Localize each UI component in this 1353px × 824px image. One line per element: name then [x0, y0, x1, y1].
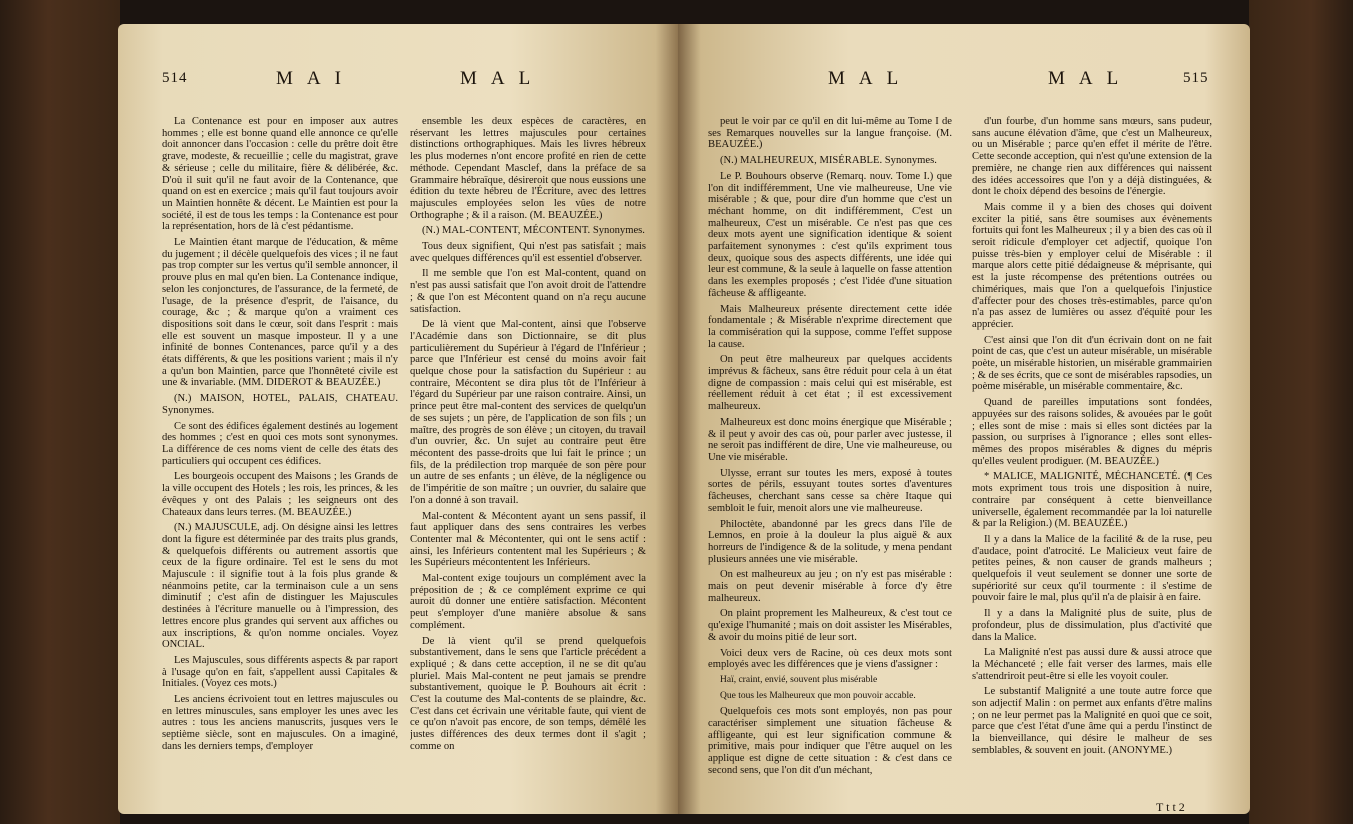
- paragraph: Ulysse, errant sur toutes les mers, exposé à toutes sortes de périls, essuyant toutes sortes d'aventures fâcheuses, cherchant sans cesse sa chère Itaque qui sembloit le fuir, menoit alors une vie malheureuse.: [708, 467, 952, 514]
- left-running-head-left: MAI: [276, 68, 355, 89]
- paragraph: Il me semble que l'on est Mal-content, quand on n'est pas aussi satisfait que l'on avoit droit de l'attendre ; & que l'on est Mécontent quand on n'a reçu aucune satisfaction.: [410, 268, 646, 315]
- paragraph: Quelquefois ces mots sont employés, non pas pour caractériser simplement une situation fâcheuse & affligeante, qui est leur signification commune & primitive, mais pour indiquer que l'être auquel on les applique est digne de cette situation : & c'est dans ce second sens, que l'on dit d'un méchant,: [708, 706, 952, 776]
- paragraph: Il y a dans la Malice de la facilité & de la ruse, peu d'audace, point d'atrocité. Le Malicieux veut faire de petites peines, & non causer de grands malheurs ; quelquefois il veut seulement se donner une sorte de supériorité sur ceux qu'il tourmente : il s'estime de pouvoir faire le mal, plus qu'il n'a de plaisir à en faire.: [972, 533, 1212, 604]
- paragraph: d'un fourbe, d'un homme sans mœurs, sans pudeur, sans aucune élévation d'âme, que c'est un Malheureux, ou un Misérable ; parce qu'en effet il mérite de l'être. Cette seconde acception, qui n'est qu'une extension de la première, ne change rien aux différences qui naissent des idées accessoires que l'on y a déjà distinguées, & dont le choix dépend des besoins de l'énergie.: [972, 116, 1212, 198]
- right-running-head-right: MAL: [1048, 68, 1133, 89]
- right-column-2: [972, 116, 1212, 796]
- paragraph: Mais Malheureux présente directement cette idée fondamentale ; & Misérable n'exprime directement que la commisération qui la suppose, comme l'effet suppose la cause.: [708, 303, 952, 350]
- right-page: [678, 24, 1250, 814]
- right-running-head-left: MAL: [828, 68, 913, 89]
- paragraph: Malheureux est donc moins énergique que Misérable ; & il peut y avoir des cas où, pour parler avec justesse, il ne seroit pas indifférent de dire, Une vie malheureuse, ou Une vie misérable.: [708, 416, 952, 463]
- paragraph: Les anciens écrivoient tout en lettres majuscules ou en lettres minuscules, sans employer les unes avec les autres : tous les anciens manuscrits, jusques vers le septième siècle, sont en majuscules. On a imaginé, dans les derniers temps, d'employer: [162, 694, 398, 752]
- paragraph: Le P. Bouhours observe (Remarq. nouv. Tome I.) que l'on dit indifféremment, Une vie malheureuse, Une vie misérable ; & que, pour dire d'un homme que c'est un méchant homme, on dit indifféremment, C'est un malheureux, C'est un misérable. Ce n'est pas que ces deux mots ayent une signification identique & soient parfaitement synonymes : c'est qu'ils expriment tous deux, quoique sous des aspects différents, une idée qui leur est commune, & la seule à laquelle on fasse attention dans les exemples proposés ; c'est l'idée d'une situation fâcheuse & affligeante.: [708, 170, 952, 299]
- right-column-1: [708, 116, 952, 806]
- paragraph: De là vient qu'il se prend quelquefois substantivement, dans le sens que l'article précédent a expliqué ; & dans cette acception, il ne se dit qu'au pluriel. Mais Mal-content ne peut jamais se prendre substantivement, quoique le P. Bouhours ait écrit : C'est la coutume des Mal-contents de se plaindre, &c. C'est dans cet écrivain une véritable faute, qui vient de ce qu'on n'avoit pas encore, de son temps, démêlé les justes différences des deux termes dont il s'agit ; comme on: [410, 635, 646, 752]
- right-page-number: 515: [1183, 70, 1209, 86]
- paragraph: Tous deux signifient, Qui n'est pas satisfait ; mais avec quelques différences qu'il est essentiel d'observer.: [410, 241, 646, 264]
- paragraph: De là vient que Mal-content, ainsi que l'observe l'Académie dans son Dictionnaire, se dit plus particulièrement du Supérieur à l'égard de l'Inférieur ; parce que l'Inférieur est censé du moins avoir fait quelque chose pour la satisfaction du Supérieur : au contraire, Mécontent se dira plus tôt de l'Inférieur à l'égard du Supérieur par une raison contraire. Ainsi, un prince peut être mal-content des services de quelqu'un de ses sujets ; un père, de l'application de son fils ; un maître, des progrès de son élève ; un citoyen, du travail d'un ouvrier, &c. Un sujet au contraire peut être mécontent des passe-droits que lui fait le prince ; un fils, de la prédilection trop marquée de son père pour un autre de ses enfants ; un élève, de la négligence ou de l'impéritie de son maître ; un ouvrier, du salaire que l'on a donné à son travail.: [410, 319, 646, 506]
- paragraph: ensemble les deux espèces de caractères, en réservant les lettres majuscules pour certaines distinctions orthographiques. Mais les livres hébreux les plus modernes n'ont encore profité en rien de cette méthode. Cependant Masclef, dans la préface de sa Grammaire hébraïque, désireroit que nous eussions une édition du texte hébreu de l'Écriture, avec des lettres majuscules employées selon les vûes de notre Orthographe ; & il a raison. (M. BEAUZÉE.): [410, 116, 646, 221]
- left-page-number: 514: [162, 70, 188, 86]
- paragraph: La Malignité n'est pas aussi dure & aussi atroce que la Méchanceté ; elle fait verser des larmes, mais elle s'attendriroit peut-être si elle les voyoit couler.: [972, 647, 1212, 682]
- paragraph: * MALICE, MALIGNITÉ, MÉCHANCETÉ. (¶ Ces mots expriment tous trois une disposition à nuire, contraire par conséquent à cette bienveillance universelle, également recommandée par la loi naturelle & par la Religion.) (M. BEAUZÉE.): [972, 471, 1212, 530]
- paragraph: Les bourgeois occupent des Maisons ; les Grands de la ville occupent des Hotels ; les rois, les princes, & les évêques y ont des Palais ; les seigneurs ont des Chateaux dans leurs terres. (M. BEAUZÉE.): [162, 471, 398, 518]
- paragraph: Mal-content & Mécontent ayant un sens passif, il faut appliquer dans des sens contraires les verbes Contenter mal & Mécontenter, qui ont le sens actif : ainsi, les Inférieurs contentent mal les Supérieurs ; & les Supérieurs mécontentent les Inférieurs.: [410, 510, 646, 569]
- paragraph: Mal-content exige toujours un complément avec la préposition de ; & ce complément exprime ce qui auroit dû donner une entière satisfaction. Mécontent peut s'employer d'une manière absolue & sans complément.: [410, 573, 646, 631]
- left-page: [118, 24, 678, 814]
- paragraph: Les Majuscules, sous différents aspects & par raport à l'usage qu'on en fait, s'appellent aussi Capitales & Initiales. (Voyez ces mots.): [162, 654, 398, 690]
- paragraph: Haï, craint, envié, souvent plus misérable: [720, 674, 878, 685]
- left-column-1: [162, 116, 398, 806]
- paragraph: (N.) MALHEUREUX, MISÉRABLE. Synonymes.: [720, 155, 937, 167]
- paragraph: La Contenance est pour en imposer aux autres hommes ; elle est bonne quand elle annonce ce qu'elle doit annoncer dans l'occasion : celle du prêtre doit être grave, modeste, & recueillie ; celle du magistrat, grave & sérieuse ; celle du militaire, fière & délibérée, &c. D'où il suit qu'il ne faut avoir de la Contenance, que quand on est en exercice ; mais qu'il faut toujours avoir un Maintien honnête & décent. Le Maintien est pour la société, il est de tous les temps : la Contenance est pour la représentation, hors de là c'est pédantisme.: [162, 116, 398, 233]
- left-column-2: [410, 116, 646, 806]
- paragraph: Que tous les Malheureux que mon pouvoir accable.: [720, 690, 916, 701]
- paragraph: On plaint proprement les Malheureux, & c'est tout ce qu'exige l'humanité ; mais on doit assister les Misérables, & avoir du moins pitié de leur sort.: [708, 608, 952, 643]
- paragraph: Le Maintien étant marque de l'éducation, & même du jugement ; il décèle quelquefois des vices ; il ne faut pas trop compter sur les vertus qu'il semble annoncer, il prouve plus en mal qu'en bien. La Contenance indique, selon les conjonctures, de l'assurance, de la fermeté, de l'usage, de la présence d'esprit, de l'aisance, du courage, &c ; & marque qu'on a vraiment ces dispositions soit dans le cœur, soit dans l'esprit : mais elle est souvent un masque imposteur. Il y a une infinité de bonnes Contenances, parce qu'il y a des états différents, & que les positions varient ; mais il n'y a qu'un bon Maintien, parce que l'honnêteté civile est une & invariable. (MM. DIDEROT & BEAUZÉE.): [162, 237, 398, 389]
- paragraph: (N.) MAISON, HOTEL, PALAIS, CHATEAU. Synonymes.: [162, 393, 398, 416]
- book-cover-right: [1249, 0, 1353, 824]
- paragraph: (N.) MAJUSCULE, adj. On désigne ainsi les lettres dont la figure est déterminée par des traits plus grands, & quelquefois différents ou autrement assortis que ceux de la figure ordinaire. Tel est le sens du mot Majuscule : il signifie tout à la fois plus grande & néanmoins petite, car la terminaison cule a un sens diminutif ; c'est afin de distinguer les Majuscules destinées à l'écriture manuelle ou à l'impression, des lettres encore plus grandes qui servent aux affiches ou aux inscriptions, & qu'on nomme onciales. Voyez ONCIAL.: [162, 522, 398, 651]
- book-cover-left: [0, 0, 120, 824]
- paragraph: On peut être malheureux par quelques accidents imprévus & fâcheux, sans être réduit pour cela à un état digne de compassion : mais celui qui est misérable, est réellement réduit à cet état ; il est excessivement malheureux.: [708, 354, 952, 413]
- paragraph: On est malheureux au jeu ; on n'y est pas misérable : mais on peut devenir misérable à force d'y être malheureux.: [708, 569, 952, 604]
- signature-mark: T t t 2: [1156, 800, 1185, 814]
- paragraph: Le substantif Malignité a une toute autre force que son adjectif Malin : on permet aux enfants d'être malins ; on ne leur permet pas la Malignité en quoi que ce soit, parce que c'est l'état d'une âme qui a perdu l'instinct de la bienveillance, qui désire le malheur de ses semblables, & souvent en jouit. (ANONYME.): [972, 686, 1212, 756]
- paragraph: Voici deux vers de Racine, où ces deux mots sont employés avec les différences que je viens d'assigner :: [708, 647, 952, 671]
- paragraph: Philoctète, abandonné par les grecs dans l'île de Lemnos, en proie à la douleur la plus aiguë & aux horreurs de l'indigence & de la solitude, y mena pendant plusieurs années une vie misérable.: [708, 518, 952, 565]
- paragraph: peut le voir par ce qu'il en dit lui-même au Tome I de ses Remarques nouvelles sur la langue françoise. (M. BEAUZÉE.): [708, 116, 952, 151]
- left-running-head-right: MAL: [460, 68, 545, 89]
- paragraph: (N.) MAL-CONTENT, MÉCONTENT. Synonymes.: [422, 225, 645, 237]
- paragraph: Quand de pareilles imputations sont fondées, appuyées sur des raisons solides, & avouées par le goût ; elles sont de mise : mais si elles sont dictées par la passion, ou surprises à l'ignorance ; elles sont elles-mêmes des propos misérables & dignes du mépris qu'elles veulent prodiguer. (M. BEAUZÉE.): [972, 397, 1212, 467]
- paragraph: C'est ainsi que l'on dit d'un écrivain dont on ne fait point de cas, que c'est un auteur misérable, un misérable poète, un misérable historien, un misérable grammairien ; & de ses écrits, que ce sont de misérables rapsodies, un poème misérable, un misérable commentaire, &c.: [972, 334, 1212, 393]
- paragraph: Ce sont des édifices également destinés au logement des hommes ; c'est en quoi ces mots sont synonymes. La différence de ces noms vient de celle des états des particuliers qui occupent ces édifices.: [162, 420, 398, 467]
- paragraph: Il y a dans la Malignité plus de suite, plus de profondeur, plus de dissimulation, plus d'activité que dans la Malice.: [972, 608, 1212, 643]
- paragraph: Mais comme il y a bien des choses qui doivent exciter la pitié, sans être soumises aux évènements fortuits qui font les Malheureux ; il y a bien des cas où il seroit ridicule d'employer cet adjectif, quoique l'on puisse très-bien y employer celui de Misérable : il marque alors cette pitié dédaigneuse & méprisante, qui est la juste récompense des prétentions outrées ou chimériques, mais que l'on a quelquefois l'injustice d'affecter pour des choses très-estimables, parce qu'on n'a pas assez de lumières ou assez d'équité pour les apprécier.: [972, 201, 1212, 330]
